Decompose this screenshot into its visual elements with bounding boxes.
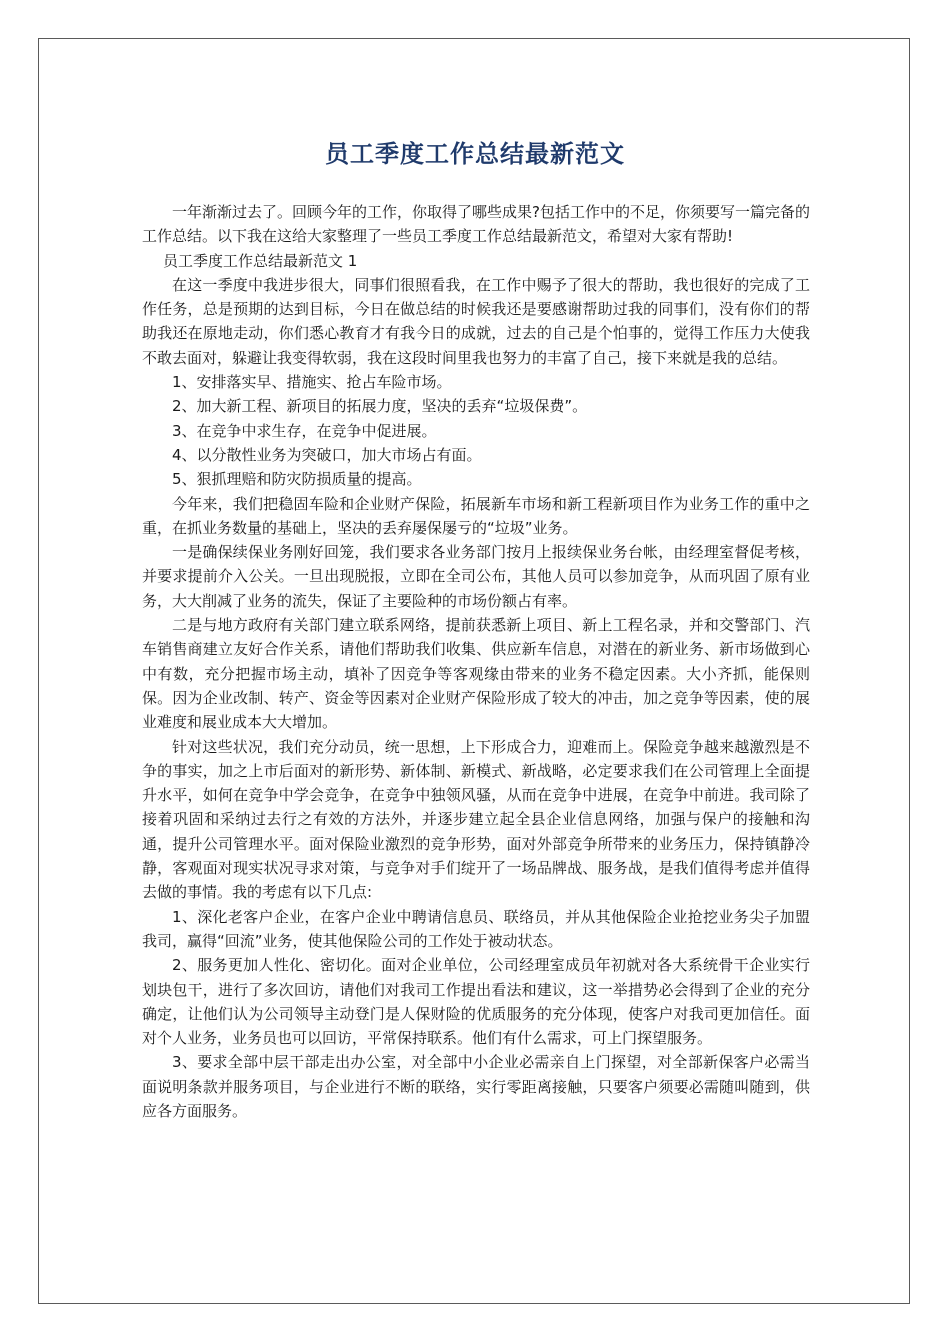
list-item: 2、加大新工程、新项目的拓展力度，坚决的丢弃“垃圾保费”。 <box>172 397 588 416</box>
list-item: 2、服务更加人性化、密切化。面对企业单位，公司经理室成员年初就对各大系统骨干企业实行划块包干，进行了多次回访，请他们对我司工作提出看法和建议，这一举措势必会得到了企业的充分确定，让他们认为公司领导主动登门是人保财险的优质服务的充分体现，使客户对我司更加信任。面对个人业务，业务员也可以回访，平常保持联系。他们有什么需求，可上门探望服务。 <box>142 956 810 1048</box>
body-paragraph: 今年来，我们把稳固车险和企业财产保险，拓展新车市场和新工程新项目作为业务工作的重中之重，在抓业务数量的基础上，坚决的丢弃屡保屡亏的“垃圾”业务。 <box>142 494 810 537</box>
list-item: 3、要求全部中层干部走出办公室，对全部中小企业必需亲自上门探望，对全部新保客户必需当面说明条款并服务项目，与企业进行不断的联络，实行零距离接触，只要客户须要必需随叫随到，供应各方面服务。 <box>142 1053 810 1120</box>
list-item: 5、狠抓理赔和防灾防损质量的提高。 <box>172 470 422 489</box>
body-paragraph: 针对这些状况，我们充分动员，统一思想，上下形成合力，迎难而上。保险竞争越来越激烈是不争的事实，加之上市后面对的新形势、新体制、新模式、新战略，必定要求我们在公司管理上全面提升水平，如何在竞争中学会竞争，在竞争中独领风骚，从而在竞争中进展，在竞争中前进。我司除了接着巩固和采纳过去行之有效的方法外，并逐步建立起全县企业信息网络，加强与保户的接触和沟通，提升公司管理水平。面对保险业激烈的竞争形势，面对外部竞争所带来的业务压力，保持镇静冷静，客观面对现实状况寻求对策，与竞争对手们绽开了一场品牌战、服务战，是我们值得考虑并值得去做的事情。我的考虑有以下几点: <box>142 737 810 902</box>
document-title: 员工季度工作总结最新范文 <box>325 140 625 168</box>
document-body <box>142 200 810 1123</box>
list-item: 4、以分散性业务为突破口，加大市场占有面。 <box>172 445 482 464</box>
intro-paragraph: 一年渐渐过去了。回顾今年的工作，你取得了哪些成果?包括工作中的不足，你须要写一篇完备的工作总结。以下我在这给大家整理了一些员工季度工作总结最新范文，希望对大家有帮助! <box>142 203 810 246</box>
list-item: 1、深化老客户企业，在客户企业中聘请信息员、联络员，并从其他保险企业抢挖业务尖子加盟我司，赢得“回流”业务，使其他保险公司的工作处于被动状态。 <box>142 907 810 950</box>
body-paragraph: 一是确保续保业务刚好回笼，我们要求各业务部门按月上报续保业务台帐，由经理室督促考核，并要求提前介入公关。一旦出现脱报，立即在全司公布，其他人员可以参加竞争，从而巩固了原有业务，大大削减了业务的流失，保证了主要险种的市场份额占有率。 <box>142 543 810 610</box>
list-item: 1、安排落实早、措施实、抢占车险市场。 <box>172 373 452 392</box>
list-item: 3、在竞争中求生存，在竞争中促进展。 <box>172 421 437 440</box>
body-paragraph: 在这一季度中我进步很大，同事们很照看我，在工作中赐予了很大的帮助，我也很好的完成了工作任务，总是预期的达到目标，今日在做总结的时候我还是要感谢帮助过我的同事们，没有你们的帮助我还在原地走动，你们悉心教育才有我今日的成就，过去的自己是个怕事的，觉得工作压力大使我不敢去面对，躲避让我变得软弱，我在这段时间里我也努力的丰富了自己，接下来就是我的总结。 <box>142 275 810 367</box>
section-heading: 员工季度工作总结最新范文 1 <box>163 251 358 270</box>
body-paragraph: 二是与地方政府有关部门建立联系网络，提前获悉新上项目、新上工程名录，并和交警部门、汽车销售商建立友好合作关系，请他们帮助我们收集、供应新车信息，对潜在的新业务、新市场做到心中有数，充分把握市场主动，填补了因竞争等客观缘由带来的业务不稳定因素。大小齐抓，能保则保。因为企业改制、转产、资金等因素对企业财产保险形成了较大的冲击，加之竞争等因素，使的展业难度和展业成本大大增加。 <box>142 616 810 732</box>
